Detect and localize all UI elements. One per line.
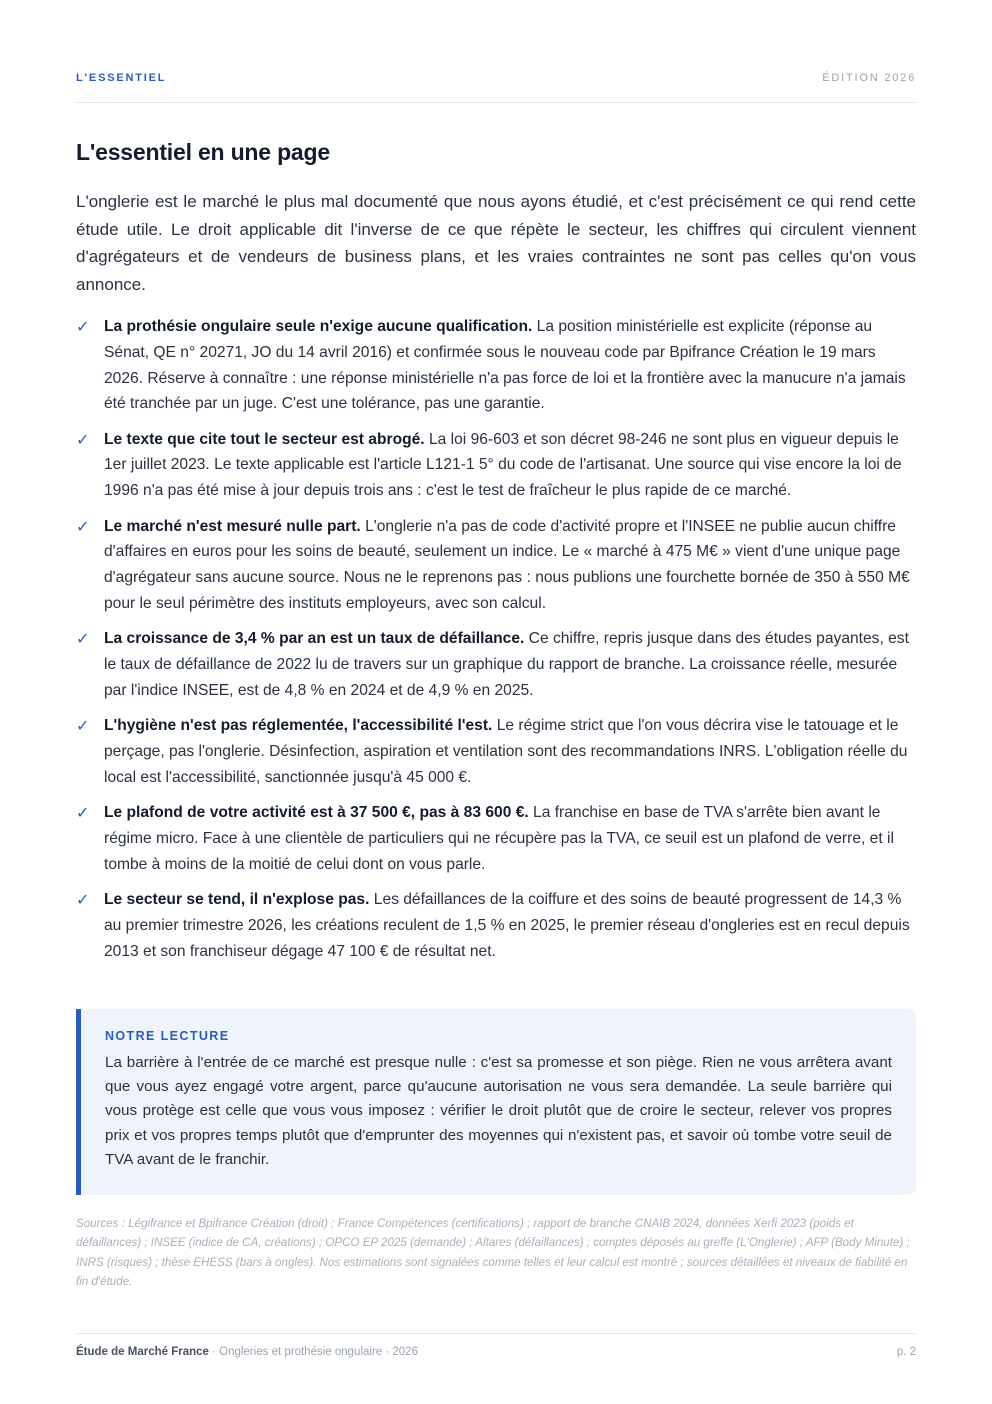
running-footer <box>76 1333 916 1358</box>
page-title: L'essentiel en une page <box>76 139 330 165</box>
key-point <box>76 713 916 790</box>
footer-subtitle: · Ongleries et prothésie ongulaire · 2026 <box>208 1346 418 1358</box>
key-point <box>76 514 916 617</box>
key-point-lead: L'hygiène n'est pas réglementée, l'accessibilité l'est. <box>104 717 493 735</box>
checkmark-icon: ✓ <box>76 889 90 909</box>
key-point-text: La loi 96-603 et son décret 98-246 ne sont plus en vigueur depuis le 1er juillet 2023. Le texte applicable est l'article L121-1 5° du code de l'artisanat. Une source qui vise encore la loi de 1996 n'a pas été mise à jour depuis trois ans : c'est le test de fraîcheur le plus rapide de ce marché. <box>104 430 902 500</box>
footer-brand: Étude de Marché France <box>76 1346 209 1358</box>
checkmark-icon: ✓ <box>76 716 90 736</box>
key-point-lead: Le secteur se tend, il n'explose pas. <box>104 890 370 908</box>
key-point-text: Les défaillances de la coiffure et des soins de beauté progressent de 14,3 % au premier trimestre 2026, les créations reculent de 1,5 % en 2025, le premier réseau d'ongleries est en recul depuis 2013 et son franchiseur dégage 47 100 € de résultat net. <box>104 890 910 960</box>
key-points-list <box>76 314 916 974</box>
key-point-lead: Le plafond de votre activité est à 37 500 €, pas à 83 600 €. <box>104 804 529 822</box>
key-point-text: Le régime strict que l'on vous décrira vise le tatouage et le perçage, pas l'onglerie. Désinfection, aspiration et ventilation sont des recommandations INRS. L'obligation réelle du local est l'accessibilité, sanctionnée jusqu'à 45 000 €. <box>104 717 908 786</box>
checkmark-icon: ✓ <box>76 629 90 649</box>
callout-label: NOTRE LECTURE <box>105 1029 230 1043</box>
page-number: p. 2 <box>896 1346 916 1358</box>
edition-label: ÉDITION 2026 <box>822 72 916 84</box>
checkmark-icon: ✓ <box>76 803 90 823</box>
key-point-lead: Le marché n'est mesuré nulle part. <box>104 517 361 535</box>
key-point-lead: La croissance de 3,4 % par an est un taux de défaillance. <box>104 630 525 648</box>
key-point-lead: La prothésie ongulaire seule n'exige aucune qualification. <box>104 318 533 335</box>
key-point <box>76 800 916 877</box>
key-point-text: L'onglerie n'a pas de code d'activité propre et l'INSEE ne publie aucun chiffre d'affaires en euros pour les soins de beauté, seulement un indice. Le « marché à 475 M€ » vient d'une unique page d'agrégateur sans aucune source. Nous ne le reprenons pas : nous publions une fourchette bornée de 350 à 550 M€ pour le seul périmètre des instituts employeurs, avec son calcul. <box>104 517 910 612</box>
key-point-text: La franchise en base de TVA s'arrête bien avant le régime micro. Face à une clientèle de particuliers qui ne récupère pas la TVA, ce seuil est un plafond de verre, et il tombe à moins de la moitié de celui dont on vous parle. <box>104 804 894 873</box>
checkmark-icon: ✓ <box>76 429 90 449</box>
sources-note: Sources : Légifrance et Bpifrance Création (droit) ; France Compétences (certifications) ; rapport de branche CNAIB 2024, données Xerfi 2023 (poids et défaillances) ; INSEE (indice de CA, créations) ; OPCO EP 2025 (demande) ; Altares (défaillances) ; comptes déposés au greffe (L'Onglerie) ; AFP (Body Minute) ; INRS (risques) ; thèse EHESS (bars à ongles). Nos estimations sont signalées comme telles et leur calcul est montré ; sources détaillées et niveaux de fiabilité en fin d'étude. <box>76 1217 910 1289</box>
checkmark-icon: ✓ <box>76 317 90 336</box>
running-header <box>76 72 916 103</box>
key-point-text: La position ministérielle est explicite (réponse au Sénat, QE n° 20271, JO du 14 avril 2016) et confirmée sous le nouveau code par Bpifrance Création le 19 mars 2026. Réserve à connaître : une réponse ministérielle n'a pas force de loi et la frontière avec la manucure n'a jamais été tranchée par un juge. C'est une tolérance, pas une garantie. <box>104 318 906 413</box>
key-point <box>76 314 916 417</box>
key-point <box>76 427 916 504</box>
callout-text: La barrière à l'entrée de ce marché est presque nulle : c'est sa promesse et son piège. Rien ne vous arrêtera avant que vous ayez engagé votre argent, parce qu'aucune autorisation ne vous sera demandée. La seule barrière qui vous protège est celle que vous vous imposez : vérifier le droit plutôt que de croire le secteur, relever vos propres prix et vos propres temps plutôt que d'emprunter des moyennes qui n'existent pas, et savoir où tombe votre seuil de TVA avant de le franchir. <box>105 1054 892 1168</box>
callout-box <box>76 1009 916 1195</box>
section-label: L'ESSENTIEL <box>76 72 167 84</box>
intro-paragraph: L'onglerie est le marché le plus mal documenté que nous ayons étudié, et c'est précisément ce qui rend cette étude utile. Le droit applicable dit l'inverse de ce que répète le secteur, les chiffres qui circulent viennent d'agrégateurs et de vendeurs de business plans, et les vraies contraintes ne sont pas celles qu'on vous annonce. <box>76 192 916 294</box>
key-point <box>76 626 916 703</box>
key-point-lead: Le texte que cite tout le secteur est abrogé. <box>104 430 425 448</box>
key-point <box>76 887 916 964</box>
key-point-text: Ce chiffre, repris jusque dans des études payantes, est le taux de défaillance de 2022 lu de travers sur un graphique du rapport de branche. La croissance réelle, mesurée par l'indice INSEE, est de 4,8 % en 2024 et de 4,9 % en 2025. <box>104 630 909 699</box>
checkmark-icon: ✓ <box>76 516 90 536</box>
